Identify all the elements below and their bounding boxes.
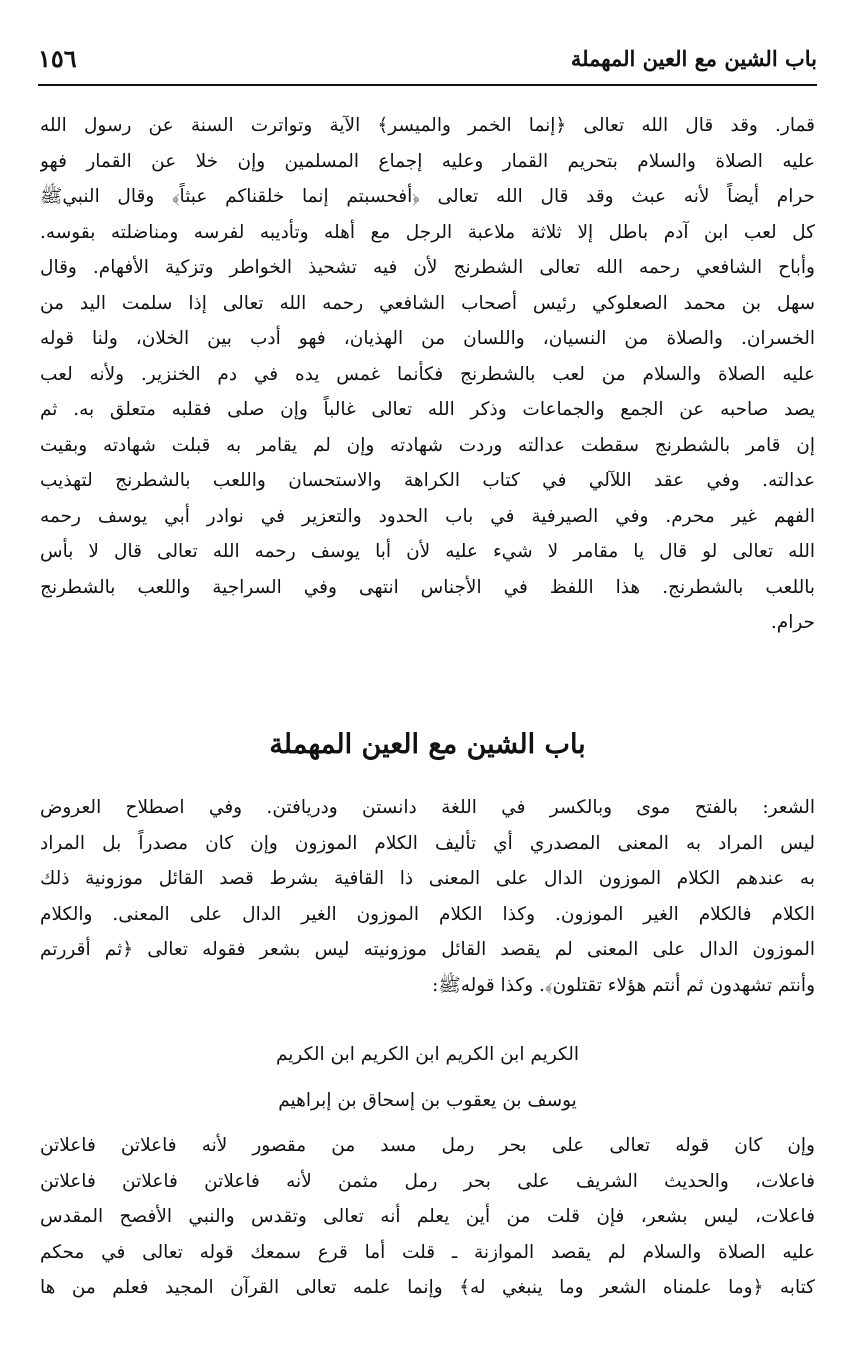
text-line: حرام أيضاً لأنه عبث وقد قال الله تعالى ﴿أفحسبتم إنما خلقناكم عبثاً﴾ وقال النبيﷺ [40,186,815,207]
text-line: سهل بن محمد الصعلوكي رئيس أصحاب الشافعي رحمه الله تعالى إذا سلمت اليد من [40,292,815,314]
text-line: فاعلات، ليس بشعر، فإن قلت من أين يعلم أنه تعالى وتقدس والنبي الأفصح المقدس [40,1206,815,1227]
text-line: الله تعالى لو قال يا مقامر لا شيء عليه لأن أبا يوسف رحمه الله تعالى قال لا بأس [40,541,815,562]
text-line: باللعب بالشطرنج. هذا اللفظ في الأجناس انتهى وفي السراجية واللعب بالشطرنج [40,576,815,598]
text-line: وإن كان قوله تعالى على بحر رمل مسد من مقصور لأنه فاعلاتن فاعلاتن [40,1135,815,1156]
verse-line: يوسف بن يعقوب بن إسحاق بن إبراهيم [278,1090,577,1111]
text-line: فاعلات، والحديث الشريف على بحر رمل مثمن لأنه فاعلاتن فاعلاتن فاعلاتن [40,1170,815,1192]
text-line: حرام. [770,612,815,633]
paragraph-shir-definition [40,790,815,1003]
text-line: الشعر: بالفتح موى وبالكسر في اللغة دانستن ودريافتن. وفي اصطلاح العروض [40,797,815,818]
text-line: قمار. وقد قال الله تعالى ﴿إنما الخمر والميسر﴾ الآية وتواترت السنة عن رسول الله [40,115,815,136]
text-line: ليس المراد به المعنى المصدري أي تأليف الكلام الموزون وإن كان مصدراً بل المراد [40,832,815,854]
page-number: ١٥٦ [38,44,77,73]
text-line: به عندهم الكلام الموزون الدال على المعنى ذا القافية بشرط قصد القائل موزونية ذلك [40,868,815,889]
text-line: عليه الصلاة والسلام من لعب بالشطرنج فكأنما غمس يده في دم الخنزير. ولأنه لعب [40,363,815,385]
running-header [38,40,817,86]
text-line: إن قامر بالشطرنج سقطت عدالته وردت شهادته وإن لم يقامر به قبلت شهادته وبقيت [40,434,815,456]
text-line: عدالته. وفي عقد اللآلي في كتاب الكراهة والاستحسان واللعب بالشطرنج لتهذيب [40,470,815,491]
text-line: عليه الصلاة والسلام لم يقصد الموازنة ـ قلت أما قرع سمعك قوله تعالى في محكم [40,1241,815,1263]
text-line: الموزون الدال على المعنى لم يقصد القائل موزونيته ليس بشعر فقوله تعالى ﴿ثم أقررتم [40,939,815,960]
text-line: وأنتم تشهدون ثم أنتم هؤلاء تقتلون﴾. وكذا قولهﷺ: [432,974,815,996]
paragraph-qimar-shatranj [40,108,815,641]
text-line: الكلام فالكلام الغير الموزون. وكذا الكلام الموزون الغير الدال على المعنى. والكلام [40,903,815,925]
paragraph-meter-discussion [40,1128,815,1306]
text-line: وأباح الشافعي رحمه الله تعالى الشطرنج لأن فيه تشحيذ الخواطر وتزكية الأفهام. وقال [40,257,815,278]
section-heading: باب الشين مع العين المهملة [269,729,586,760]
header-chapter-title: باب الشين مع العين المهملة [570,46,817,71]
text-line: كتابه ﴿وما علمناه الشعر وما ينبغي له﴾ وإنما علمه تعالى القرآن المجيد فعلم من ها [40,1277,815,1298]
text-line: عليه الصلاة والسلام بتحريم القمار وعليه إجماع المسلمين وإن خلا عن القمار فهو [40,150,815,172]
text-line: الخسران. والصلاة من النسيان، واللسان من الهذيان، فهو أدب بين الخلان، ولنا قوله [40,328,815,349]
text-line: يصد صاحبه عن الجمع والجماعات وذكر الله تعالى غالباً وإن صلى فقلبه متعلق به. ثم [40,399,815,420]
text-line: الفهم غير محرم. وفي الصيرفية في باب الحدود والتعزير في نوادر أبي يوسف رحمه [40,505,815,527]
verse-line: الكريم ابن الكريم ابن الكريم ابن الكريم [275,1044,580,1065]
text-line: كل لعب ابن آدم باطل إلا ثلاثة ملاعبة الرجل مع أهله وتأديبه لفرسه ومناضلته بقوسه. [40,221,815,243]
